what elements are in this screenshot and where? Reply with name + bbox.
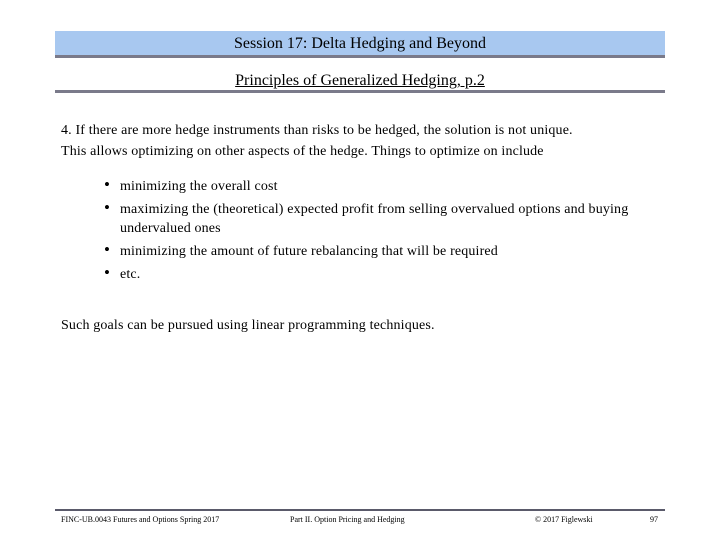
bullet-icon: • <box>104 175 111 194</box>
slide-title: Session 17: Delta Hedging and Beyond <box>234 35 486 52</box>
bullet-icon: • <box>104 198 111 217</box>
footer-course: FINC-UB.0043 Futures and Options Spring 2017 <box>61 515 220 524</box>
footer-page-number: 97 <box>650 515 658 524</box>
bullet-icon: • <box>104 263 111 282</box>
footer-copyright: © 2017 Figlewski <box>535 515 593 524</box>
bullet-text: etc. <box>120 267 141 282</box>
slide-subtitle: Principles of Generalized Hedging, p.2 <box>235 72 485 89</box>
footer-divider <box>55 509 665 511</box>
footer-part: Part II. Option Pricing and Hedging <box>290 515 405 524</box>
bullet-list <box>104 175 670 288</box>
bullet-text: maximizing the (theoretical) expected profit from selling overvalued options and buying undervalued ones <box>120 202 629 236</box>
bullet-item <box>104 198 670 238</box>
bullet-text: minimizing the amount of future rebalancing that will be required <box>120 244 498 259</box>
bullet-item <box>104 175 670 196</box>
intro-line-2: This allows optimizing on other aspects of the hedge. Things to optimize on include <box>61 144 544 159</box>
bullet-item <box>104 263 670 284</box>
conclusion-text: Such goals can be pursued using linear programming techniques. <box>61 318 435 333</box>
slide-title-bar <box>55 31 665 58</box>
bullet-text: minimizing the overall cost <box>120 179 278 194</box>
bullet-icon: • <box>104 240 111 259</box>
bullet-item <box>104 240 670 261</box>
intro-paragraph <box>61 120 681 162</box>
intro-line-1: 4. If there are more hedge instruments than risks to be hedged, the solution is not unique. <box>61 123 573 138</box>
slide-subtitle-bar <box>55 59 665 93</box>
